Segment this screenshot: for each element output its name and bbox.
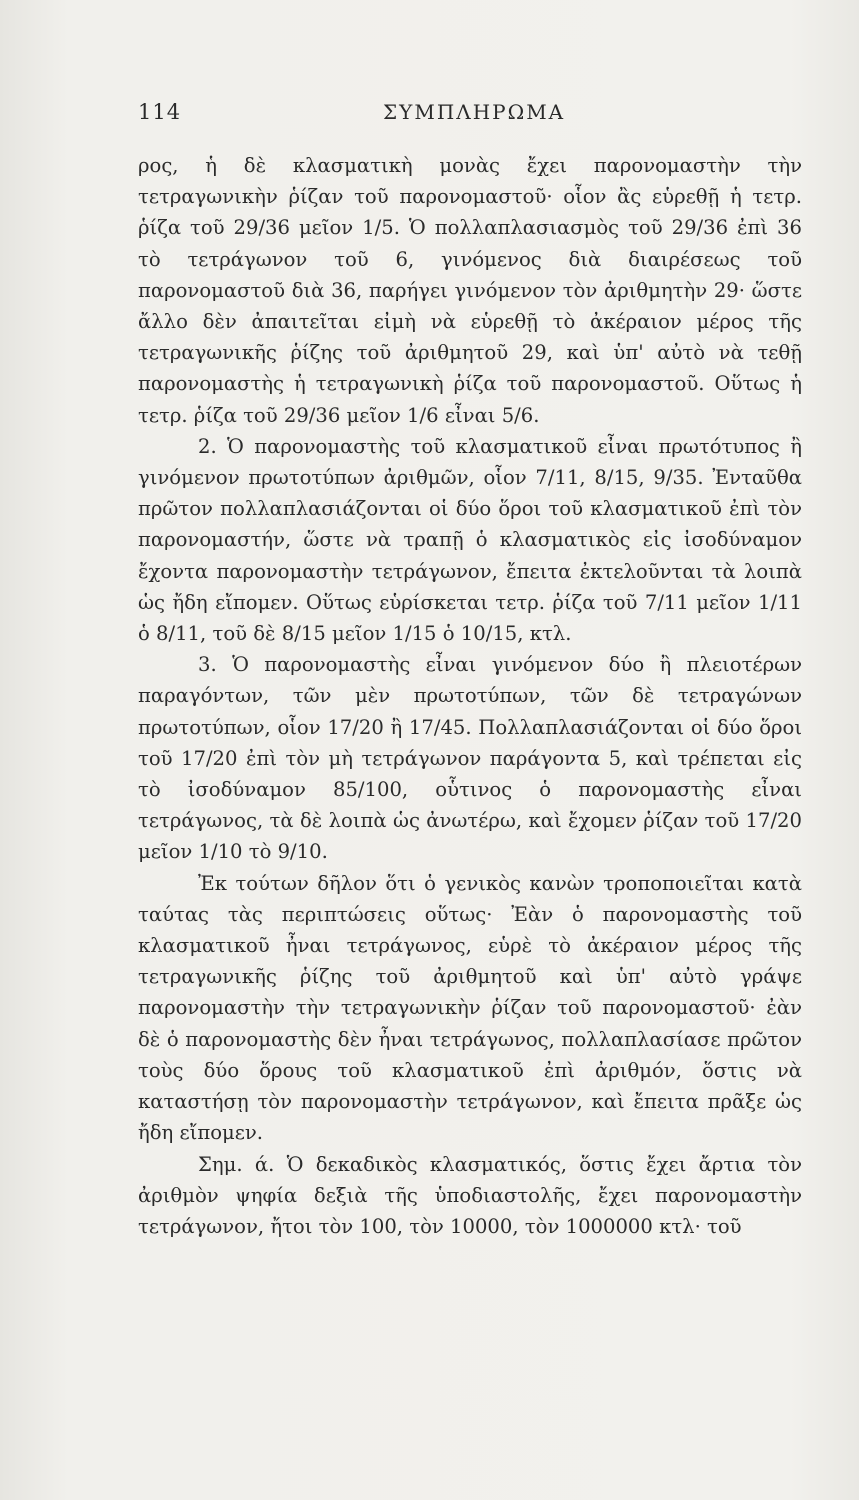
running-title: ΣΥΜΠΛΗΡΩΜΑ (383, 100, 566, 124)
page-header (138, 100, 798, 130)
paragraph-4: Ἐκ τούτων δῆλον ὅτι ὁ γενικὸς κανὼν τροποποιεῖται κατὰ ταύτας τὰς περιπτώσεις οὕτως· Ἐὰν ὁ παρονομαστὴς τοῦ κλασματικοῦ ἦναι τετράγωνος, εὑρὲ τὸ ἀκέραιον μέρος τῆς τετραγωνικῆς ῥίζης τοῦ ἀριθμητοῦ καὶ ὑπ' αὐτὸ γράψε παρονομαστὴν τὴν τετραγωνικὴν ῥίζαν τοῦ παρονομαστοῦ· ἐὰν δὲ ὁ παρονομαστὴς δὲν ἦναι τετράγωνος, πολλαπλασίασε πρῶτον τοὺς δύο ὅρους τοῦ κλασματικοῦ ἐπὶ ἀριθμόν, ὅστις νὰ καταστήσῃ τὸν παρονομαστὴν τετράγωνον, καὶ ἔπειτα πρᾶξε ὡς ἤδη εἴπομεν. (138, 871, 802, 1145)
body-text (138, 150, 802, 1242)
page-number: 114 (138, 100, 182, 124)
paragraph-5: Σημ. ά. Ὁ δεκαδικὸς κλασματικός, ὅστις ἔχει ἄρτια τὸν ἀριθμὸν ψηφία δεξιὰ τῆς ὑποδιαστολῆς, ἔχει παρονομαστὴν τετράγωνον, ἤτοι τὸν 100, τὸν 10000, τὸν 1000000 κτλ· τοῦ (138, 1152, 802, 1238)
paragraph-3: 3. Ὁ παρονομαστὴς εἶναι γινόμενον δύο ἢ πλειοτέρων παραγόντων, τῶν μὲν πρωτοτύπων, τῶν δὲ τετραγώνων πρωτοτύπων, οἷον 17/20 ἢ 17/45. Πολλαπλασιάζονται οἱ δύο ὅροι τοῦ 17/20 ἐπὶ τὸν μὴ τετράγωνον παράγοντα 5, καὶ τρέπεται εἰς τὸ ἰσοδύναμον 85/100, οὗτινος ὁ παρονομαστὴς εἶναι τετράγωνος, τὰ δὲ λοιπὰ ὡς ἀνωτέρω, καὶ ἔχομεν ῥίζαν τοῦ 17/20 μεῖον 1/10 τὸ 9/10. (138, 653, 802, 864)
paragraph-2: 2. Ὁ παρονομαστὴς τοῦ κλασματικοῦ εἶναι πρωτότυπος ἢ γινόμενον πρωτοτύπων ἀριθμῶν, οἷον 7/11, 8/15, 9/35. Ἐνταῦθα πρῶτον πολλαπλασιάζονται οἱ δύο ὅροι τοῦ κλασματικοῦ ἐπὶ τὸν παρονομαστήν, ὥστε νὰ τραπῇ ὁ κλασματικὸς εἰς ἰσοδύναμον ἔχοντα παρονομαστὴν τετράγωνον, ἔπειτα ἐκτελοῦνται τὰ λοιπὰ ὡς ἤδη εἴπομεν. Οὕτως εὑρίσκεται τετρ. ῥίζα τοῦ 7/11 μεῖον 1/11 ὁ 8/11, τοῦ δὲ 8/15 μεῖον 1/15 ὁ 10/15, κτλ. (138, 434, 802, 646)
paragraph-1: ρος, ἡ δὲ κλασματικὴ μονὰς ἔχει παρονομαστὴν τὴν τετραγωνικὴν ῥίζαν τοῦ παρονομαστοῦ· οἷον ἂς εὑρεθῇ ἡ τετρ. ῥίζα τοῦ 29/36 μεῖον 1/5. Ὁ πολλαπλασιασμὸς τοῦ 29/36 ἐπὶ 36 τὸ τετράγωνον τοῦ 6, γινόμενος διὰ διαιρέσεως τοῦ παρονομαστοῦ διὰ 36, παρήγει γινόμενον τὸν ἀριθμητὴν 29· ὥστε ἄλλο δὲν ἀπαιτεῖται εἰμὴ νὰ εὑρεθῇ τὸ ἀκέραιον μέρος τῆς τετραγωνικῆς ῥίζης τοῦ ἀριθμητοῦ 29, καὶ ὑπ' αὐτὸ νὰ τεθῇ παρονομαστὴς ἡ τετραγωνικὴ ῥίζα τοῦ παρονομαστοῦ. Οὕτως ἡ τετρ. ῥίζα τοῦ 29/36 μεῖον 1/6 εἶναι 5/6. (138, 154, 802, 427)
